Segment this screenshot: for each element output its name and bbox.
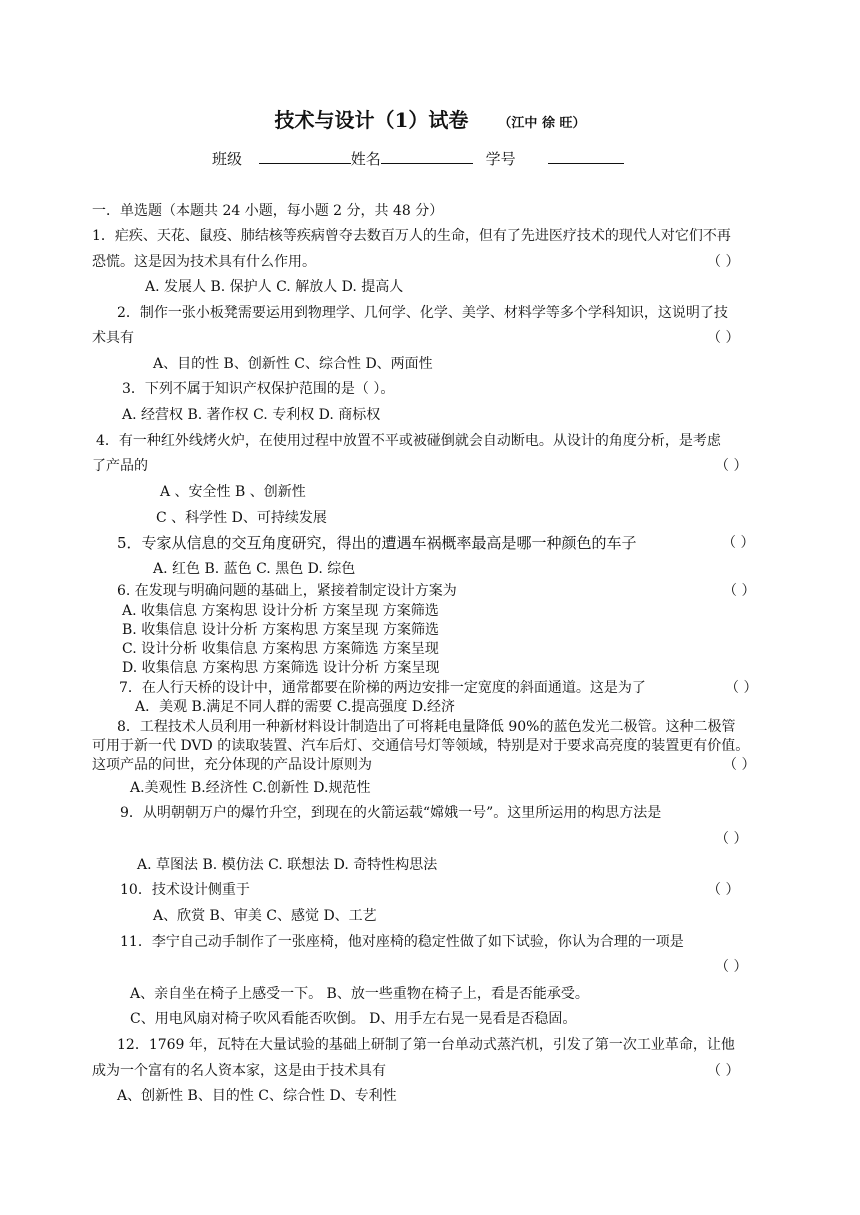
question-6-text: 6. 在发现与明确问题的基础上，紧接着制定设计方案为 xyxy=(117,583,457,599)
name-blank[interactable] xyxy=(381,147,473,164)
answer-paren: （ ） xyxy=(723,583,756,599)
question-5-options: A. 红色 B. 蓝色 C. 黑色 D. 综色 xyxy=(153,561,356,577)
question-9-options: A. 草图法 B. 模仿法 C. 联想法 D. 奇特性构思法 xyxy=(137,857,438,873)
answer-paren: （ ） xyxy=(723,757,756,773)
question-3-options: A. 经营权 B. 著作权 C. 专利权 D. 商标权 xyxy=(122,407,381,423)
id-label: 学号 xyxy=(485,150,516,168)
question-12-options: A、创新性 B、目的性 C、综合性 D、专利性 xyxy=(117,1088,397,1104)
question-10-options: A、欣赏 B、审美 C、感觉 D、工艺 xyxy=(153,908,377,924)
exam-title: 技术与设计（1）试卷 xyxy=(274,108,469,132)
question-12-text-cont: 成为一个富有的名人资本家，这是由于技术具有 xyxy=(92,1063,386,1079)
question-11-options-2: C、用电风扇对椅子吹风看能否吹倒。 D、用手左右晃一晃看是否稳固。 xyxy=(130,1011,577,1027)
question-2-text: 2．制作一张小板凳需要运用到物理学、几何学、化学、美学、材料学等多个学科知识，这说明了技 xyxy=(117,305,728,321)
question-8-text: 8．工程技术人员利用一种新材料设计制造出了可将耗电量降低 90%的蓝色发光二极管。这种二极管 xyxy=(117,719,736,735)
question-8-text-cont-2: 这项产品的问世，充分体现的产品设计原则为 xyxy=(92,757,372,773)
answer-paren: （ ） xyxy=(715,458,748,474)
question-6-option-d: D. 收集信息 方案构思 方案筛选 设计分析 方案呈现 xyxy=(122,660,440,676)
question-1-text-cont: 恐慌。这是因为技术具有什么作用。 xyxy=(92,254,316,270)
question-4-options-1: A 、安全性 B 、创新性 xyxy=(160,484,306,500)
answer-paren: （ ） xyxy=(725,680,758,696)
question-8-text-cont-1: 可用于新一代 DVD 的读取装置、汽车后灯、交通信号灯等领域，特别是对于要求高亮度的装置更有价值。 xyxy=(92,738,750,754)
answer-paren: （ ） xyxy=(715,959,748,975)
question-2-text-cont: 术具有 xyxy=(92,330,134,346)
class-blank[interactable] xyxy=(259,147,351,164)
question-4-text: 4．有一种红外线烤火炉，在使用过程中放置不平或被碰倒就会自动断电。从设计的角度分析，是考虑 xyxy=(96,433,721,449)
question-3-text: 3．下列不属于知识产权保护范围的是（ ）。 xyxy=(122,381,395,397)
exam-author: （江中 徐 旺） xyxy=(498,116,586,131)
question-11-text: 11．李宁自己动手制作了一张座椅，他对座椅的稳定性做了如下试验，你认为合理的一项是 xyxy=(120,934,684,950)
student-info-line xyxy=(212,147,624,170)
question-6-option-a: A. 收集信息 方案构思 设计分析 方案呈现 方案筛选 xyxy=(122,603,439,619)
question-11-options-1: A、亲自坐在椅子上感受一下。 B、放一些重物在椅子上，看是否能承受。 xyxy=(130,986,589,1002)
question-6-option-c: C. 设计分析 收集信息 方案构思 方案筛选 方案呈现 xyxy=(122,641,439,657)
class-label: 班级 xyxy=(212,150,243,168)
question-7-options: A．美观 B.满足不同人群的需要 C.提高强度 D.经济 xyxy=(135,699,456,715)
question-5-text: 5．专家从信息的交互角度研究，得出的遭遇车祸概率最高是哪一种颜色的车子 xyxy=(117,534,637,552)
answer-paren: （ ） xyxy=(715,831,748,847)
exam-title-line xyxy=(0,106,860,138)
answer-paren: （ ） xyxy=(707,330,740,346)
section-heading: 一．单选题（本题共 24 小题，每小题 2 分，共 48 分） xyxy=(92,203,444,219)
name-label: 姓名 xyxy=(350,150,381,168)
question-4-text-cont: 了产品的 xyxy=(92,458,148,474)
question-10-text: 10．技术设计侧重于 xyxy=(120,882,250,898)
question-6-option-b: B. 收集信息 设计分析 方案构思 方案呈现 方案筛选 xyxy=(122,622,439,638)
question-1-options: A. 发展人 B. 保护人 C. 解放人 D. 提高人 xyxy=(145,279,404,295)
answer-paren: （ ） xyxy=(707,882,740,898)
question-12-text: 12．1769 年，瓦特在大量试验的基础上研制了第一台单动式蒸汽机，引发了第一次工业革命，让他 xyxy=(117,1037,735,1053)
answer-paren: （ ） xyxy=(707,1063,740,1079)
question-9-text: 9．从明朝朝万户的爆竹升空，到现在的火箭运载“嫦娥一号”。这里所运用的构思方法是 xyxy=(120,805,662,821)
question-7-text: 7．在人行天桥的设计中，通常都要在阶梯的两边安排一定宽度的斜面通道。这是为了 xyxy=(119,680,646,696)
question-2-options: A、目的性 B、创新性 C、综合性 D、两面性 xyxy=(153,356,433,372)
question-8-options: A.美观性 B.经济性 C.创新性 D.规范性 xyxy=(130,780,371,796)
answer-paren: （ ） xyxy=(707,254,740,270)
answer-paren: （ ） xyxy=(722,535,755,551)
question-4-options-2: C 、科学性 D、可持续发展 xyxy=(156,510,327,526)
question-1-text: 1．疟疾、天花、鼠疫、肺结核等疾病曾夺去数百万人的生命，但有了先进医疗技术的现代人对它们不再 xyxy=(92,228,731,244)
id-blank[interactable] xyxy=(548,147,624,164)
